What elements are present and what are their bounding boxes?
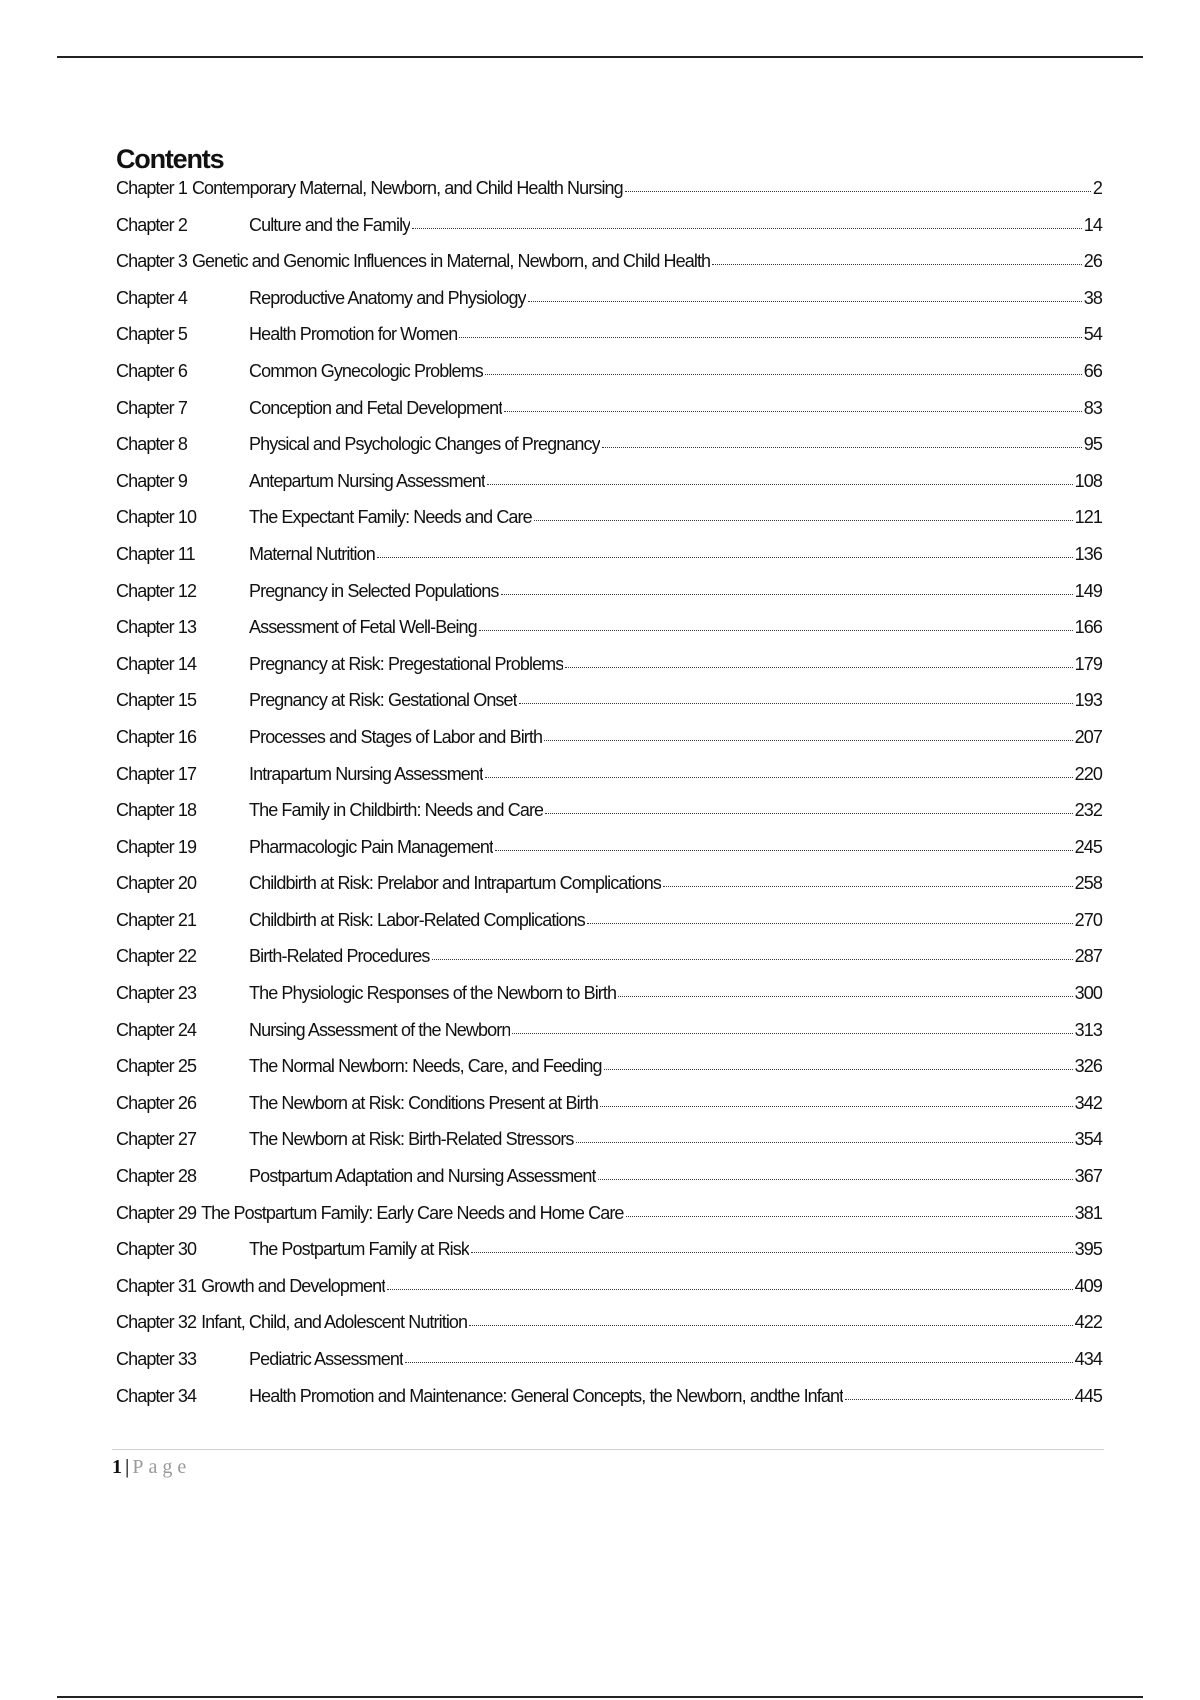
chapter-number: Chapter 13 (116, 617, 197, 638)
chapter-number: Chapter 17 (116, 763, 197, 784)
page-number: 193 (1074, 690, 1102, 711)
chapter-title: Health Promotion for Women (249, 324, 458, 345)
dot-leader (544, 740, 1073, 741)
page-number: 354 (1074, 1129, 1102, 1150)
chapter-title: Nursing Assessment of the Newborn (249, 1019, 511, 1040)
page-number: 38 (1083, 287, 1102, 308)
chapter-title: Postpartum Adaptation and Nursing Assessment (249, 1166, 596, 1187)
toc-entry[interactable] (116, 581, 1102, 618)
toc-entry[interactable] (116, 690, 1102, 727)
chapter-number: Chapter 30 (116, 1239, 197, 1260)
chapter-number: Chapter 23 (116, 983, 197, 1004)
toc-entry[interactable] (116, 471, 1102, 508)
chapter-title: The Normal Newborn: Needs, Care, and Feeding (249, 1056, 602, 1077)
page-number: 14 (1083, 214, 1102, 235)
chapter-number: Chapter 5 (116, 324, 187, 345)
chapter-number: Chapter 16 (116, 726, 197, 747)
dot-leader (565, 667, 1072, 668)
chapter-title: Antepartum Nursing Assessment (249, 470, 486, 491)
chapter-title: The Postpartum Family: Early Care Needs and Home Care (201, 1202, 624, 1223)
page-number: 95 (1083, 434, 1102, 455)
toc-entry[interactable] (116, 1056, 1102, 1093)
toc-entry[interactable] (116, 178, 1102, 215)
toc-entry[interactable] (116, 873, 1102, 910)
chapter-number: Chapter 27 (116, 1129, 197, 1150)
chapter-number: Chapter 31 (116, 1275, 197, 1296)
chapter-number: Chapter 7 (116, 397, 187, 418)
chapter-title: Pregnancy at Risk: Gestational Onset (249, 690, 517, 711)
page-number: 367 (1074, 1166, 1102, 1187)
toc-entry[interactable] (116, 910, 1102, 947)
chapter-title: Processes and Stages of Labor and Birth (249, 726, 543, 747)
dot-leader (412, 228, 1081, 229)
chapter-title: Health Promotion and Maintenance: General Concepts, the Newborn, andthe Infant (249, 1385, 844, 1406)
chapter-title: Genetic and Genomic Influences in Maternal, Newborn, and Child Health (191, 251, 711, 272)
dot-leader (512, 1033, 1072, 1034)
chapter-title: Assessment of Fetal Well-Being (249, 617, 477, 638)
chapter-title: Pharmacologic Pain Management (249, 836, 494, 857)
dot-leader (485, 777, 1073, 778)
chapter-title: Intrapartum Nursing Assessment (249, 763, 484, 784)
page-number: 287 (1074, 946, 1102, 967)
page-number: 434 (1074, 1349, 1102, 1369)
page-number: 26 (1083, 251, 1102, 272)
chapter-number: Chapter 29 (116, 1202, 197, 1223)
chapter-number: Chapter 9 (116, 470, 187, 491)
dot-leader (663, 886, 1073, 887)
toc-entry[interactable] (116, 1386, 1102, 1423)
page-number: 245 (1074, 836, 1102, 857)
chapter-title: Contemporary Maternal, Newborn, and Child Health Nursing (191, 178, 623, 198)
page-number: 342 (1074, 1092, 1102, 1113)
chapter-title: Pediatric Assessment (249, 1349, 404, 1369)
table-of-contents (116, 142, 1102, 1422)
page-number: 313 (1074, 1019, 1102, 1040)
page-number: 220 (1074, 763, 1102, 784)
toc-entry[interactable] (116, 1129, 1102, 1166)
chapter-number: Chapter 22 (116, 946, 197, 967)
footer-page-label: Page (132, 1456, 192, 1478)
toc-entry[interactable] (116, 1203, 1102, 1240)
chapter-number: Chapter 21 (116, 909, 197, 930)
dot-leader (604, 1069, 1073, 1070)
chapter-number: Chapter 34 (116, 1385, 197, 1406)
chapter-number: Chapter 24 (116, 1019, 197, 1040)
dot-leader (587, 923, 1073, 924)
toc-entry[interactable] (116, 1276, 1102, 1313)
bottom-rule (57, 1696, 1143, 1698)
toc-entry[interactable] (116, 215, 1102, 252)
toc-entry[interactable] (116, 837, 1102, 874)
chapter-title: The Expectant Family: Needs and Care (249, 507, 532, 528)
dot-leader (845, 1399, 1072, 1400)
chapter-title: The Postpartum Family at Risk (249, 1239, 469, 1260)
dot-leader (626, 1216, 1073, 1217)
toc-entry[interactable] (116, 361, 1102, 398)
dot-leader (501, 594, 1073, 595)
chapter-title: Maternal Nutrition (249, 543, 375, 564)
toc-entry[interactable] (116, 800, 1102, 837)
dot-leader (534, 520, 1073, 521)
chapter-title: Pregnancy in Selected Populations (249, 580, 499, 601)
chapter-number: Chapter 8 (116, 434, 187, 455)
chapter-number: Chapter 1 (116, 178, 187, 198)
page-number: 232 (1074, 800, 1102, 821)
dot-leader (432, 959, 1073, 960)
toc-entry[interactable] (116, 544, 1102, 581)
dot-leader (469, 1325, 1073, 1326)
dot-leader (712, 264, 1082, 265)
page-number: 149 (1074, 580, 1102, 601)
footer-page-number: 1 (112, 1456, 122, 1478)
chapter-title: The Family in Childbirth: Needs and Care (249, 800, 544, 821)
chapter-number: Chapter 28 (116, 1166, 197, 1187)
toc-entry[interactable] (116, 617, 1102, 654)
page-number: 121 (1074, 507, 1102, 528)
toc-entry[interactable] (116, 1093, 1102, 1130)
chapter-number: Chapter 19 (116, 836, 197, 857)
chapter-title: Infant, Child, and Adolescent Nutrition (201, 1312, 468, 1333)
page-number: 166 (1074, 617, 1102, 638)
chapter-number: Chapter 32 (116, 1312, 197, 1333)
page-number: 300 (1074, 983, 1102, 1004)
page-number: 422 (1074, 1312, 1102, 1333)
chapter-title: Conception and Fetal Development (249, 397, 503, 418)
dot-leader (576, 1142, 1073, 1143)
top-rule (57, 56, 1143, 58)
chapter-number: Chapter 12 (116, 580, 197, 601)
chapter-number: Chapter 25 (116, 1056, 197, 1077)
chapter-number: Chapter 4 (116, 287, 187, 308)
toc-entry[interactable] (116, 251, 1102, 288)
toc-entry[interactable] (116, 727, 1102, 764)
dot-leader (625, 191, 1091, 192)
chapter-title: Birth-Related Procedures (249, 946, 430, 967)
dot-leader (519, 703, 1073, 704)
chapter-title: Childbirth at Risk: Labor-Related Complications (249, 909, 585, 930)
toc-entry[interactable] (116, 1166, 1102, 1203)
page-number: 207 (1074, 726, 1102, 747)
chapter-number: Chapter 3 (116, 251, 187, 272)
page-number: 409 (1074, 1275, 1102, 1296)
toc-entry[interactable] (116, 1020, 1102, 1057)
chapter-title: Culture and the Family (249, 214, 411, 235)
page-number: 326 (1074, 1056, 1102, 1077)
page-footer (112, 1449, 1104, 1479)
dot-leader (459, 337, 1081, 338)
toc-entry[interactable] (116, 764, 1102, 801)
toc-entry[interactable] (116, 434, 1102, 471)
page-number: 83 (1083, 397, 1102, 418)
footer-separator: | (125, 1456, 130, 1478)
dot-leader (545, 813, 1073, 814)
chapter-title: Common Gynecologic Problems (249, 360, 483, 381)
chapter-title: Childbirth at Risk: Prelabor and Intrapartum Complications (249, 873, 662, 894)
toc-entry[interactable] (116, 946, 1102, 983)
chapter-number: Chapter 2 (116, 214, 187, 235)
toc-entry[interactable] (116, 983, 1102, 1020)
page-number: 445 (1074, 1385, 1102, 1406)
toc-entry[interactable] (116, 288, 1102, 325)
toc-entry[interactable] (116, 507, 1102, 544)
dot-leader (600, 1106, 1073, 1107)
toc-entry[interactable] (116, 1349, 1102, 1386)
chapter-title: Physical and Psychologic Changes of Pregnancy (249, 434, 600, 455)
chapter-number: Chapter 33 (116, 1349, 197, 1369)
page-number: 270 (1074, 909, 1102, 930)
chapter-number: Chapter 10 (116, 507, 197, 528)
chapter-title: Growth and Development (201, 1275, 386, 1296)
dot-leader (487, 484, 1073, 485)
chapter-title: Reproductive Anatomy and Physiology (249, 287, 526, 308)
toc-entry[interactable] (116, 654, 1102, 691)
page-number: 179 (1074, 653, 1102, 674)
chapter-number: Chapter 15 (116, 690, 197, 711)
chapter-title: The Newborn at Risk: Birth-Related Stressors (249, 1129, 574, 1150)
dot-leader (602, 447, 1082, 448)
chapter-number: Chapter 14 (116, 653, 197, 674)
page-number: 54 (1083, 324, 1102, 345)
page-number: 136 (1074, 543, 1102, 564)
page-number: 395 (1074, 1239, 1102, 1260)
page-number: 108 (1074, 470, 1102, 491)
page-number: 258 (1074, 873, 1102, 894)
dot-leader (598, 1179, 1073, 1180)
chapter-title: Pregnancy at Risk: Pregestational Problems (249, 653, 564, 674)
chapter-number: Chapter 11 (116, 543, 195, 564)
page-number: 2 (1092, 178, 1102, 198)
chapter-number: Chapter 26 (116, 1092, 197, 1113)
chapter-title: The Newborn at Risk: Conditions Present at Birth (249, 1092, 598, 1113)
dot-leader (387, 1289, 1072, 1290)
dot-leader (479, 630, 1073, 631)
dot-leader (471, 1252, 1073, 1253)
chapter-number: Chapter 18 (116, 800, 197, 821)
chapter-number: Chapter 6 (116, 360, 187, 381)
page-number: 381 (1074, 1202, 1102, 1223)
toc-entry[interactable] (116, 1239, 1102, 1276)
toc-entry[interactable] (116, 324, 1102, 361)
toc-heading: Contents (116, 144, 224, 174)
chapter-title: The Physiologic Responses of the Newborn to Birth (249, 983, 617, 1004)
page-number: 66 (1083, 360, 1102, 381)
dot-leader (618, 996, 1073, 997)
dot-leader (495, 850, 1073, 851)
dot-leader (377, 557, 1073, 558)
chapter-number: Chapter 20 (116, 873, 197, 894)
dot-leader (504, 411, 1081, 412)
dot-leader (405, 1362, 1073, 1363)
toc-list (116, 178, 1102, 1422)
toc-entry[interactable] (116, 1312, 1102, 1349)
dot-leader (485, 374, 1082, 375)
dot-leader (528, 301, 1082, 302)
toc-entry[interactable] (116, 398, 1102, 435)
